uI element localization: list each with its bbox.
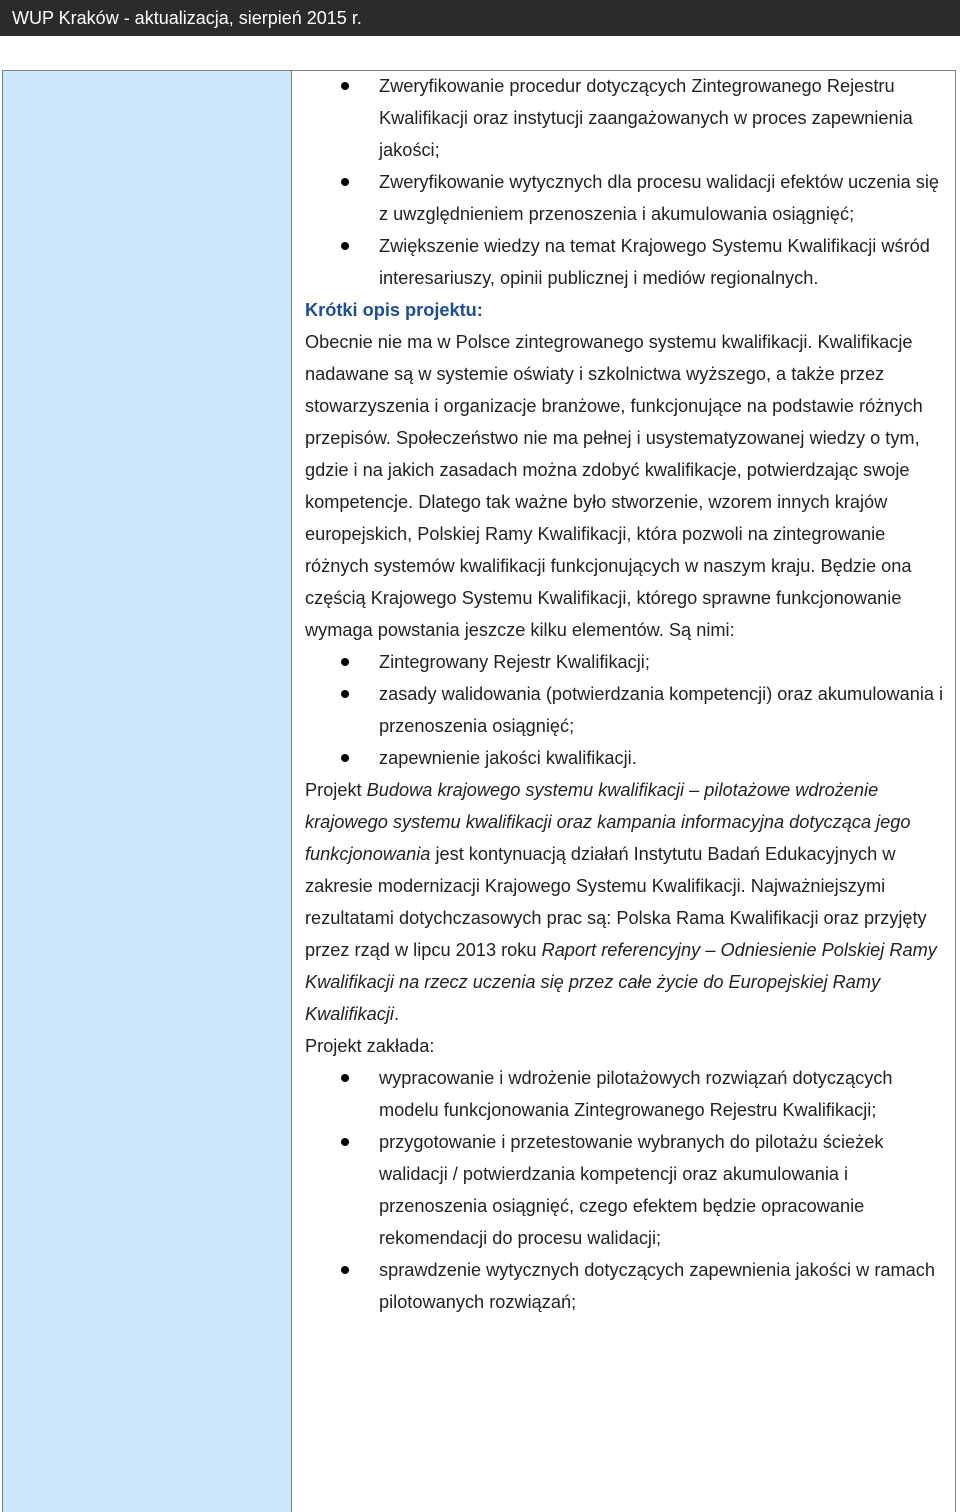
list-item: wypracowanie i wdrożenie pilotażowych rozwiązań dotyczących modelu funkcjonowania Zintegrowanego Rejestru Kwalifikacji; xyxy=(305,1062,945,1126)
list-item: sprawdzenie wytycznych dotyczących zapewnienia jakości w ramach pilotowanych rozwiązań; xyxy=(305,1254,945,1318)
bullet-icon xyxy=(341,754,349,762)
content-cell-text xyxy=(305,70,945,1318)
elements-list xyxy=(305,646,945,774)
list-item: zapewnienie jakości kwalifikacji. xyxy=(305,742,945,774)
project-paragraph: Projekt Budowa krajowego systemu kwalifikacji – pilotażowe wdrożenie krajowego systemu kwalifikacji oraz kampania informacyjna dotycząca jego funkcjonowania jest kontynuacją działań Instytutu Badań Edukacyjnych w zakresie modernizacji Krajowego Systemu Kwalifikacji. Najważniejszymi rezultatami dotychczasowych prac są: Polska Rama Kwalifikacji oraz przyjęty przez rząd w lipcu 2013 roku Raport referencyjny – Odniesienie Polskiej Ramy Kwalifikacji na rzecz uczenia się przez całe życie do Europejskiej Ramy Kwalifikacji. xyxy=(305,780,937,1024)
list-item: Zweryfikowanie procedur dotyczących Zintegrowanego Rejestru Kwalifikacji oraz instytucji zaangażowanych w proces zapewnienia jakości; xyxy=(305,70,945,166)
list-item: przygotowanie i przetestowanie wybranych do pilotażu ścieżek walidacji / potwierdzania kompetencji oraz akumulowania i przenoszenia osiągnięć, czego efektem będzie opracowanie rekomendacji do procesu walidacji; xyxy=(305,1126,945,1254)
table-label-cell xyxy=(2,70,292,1512)
document-header xyxy=(0,0,960,36)
header-title: WUP Kraków - aktualizacja, sierpień 2015 r. xyxy=(12,8,362,28)
assumes-label: Projekt zakłada: xyxy=(305,1036,435,1056)
list-item: zasady walidowania (potwierdzania kompetencji) oraz akumulowania i przenoszenia osiągnięć; xyxy=(305,678,945,742)
bullet-icon xyxy=(341,690,349,698)
project-title: Budowa krajowego systemu kwalifikacji – pilotażowe wdrożenie krajowego systemu kwalifikacji oraz kampania informacyjna dotycząca jego funkcjonowania xyxy=(305,780,911,864)
report-title: Raport referencyjny – Odniesienie Polskiej Ramy Kwalifikacji na rzecz uczenia się przez całe życie do Europejskiej Ramy Kwalifikacji xyxy=(305,940,937,1024)
bullet-icon xyxy=(341,242,349,250)
bullet-icon xyxy=(341,178,349,186)
bullet-icon xyxy=(341,1074,349,1082)
section-heading: Krótki opis projektu: xyxy=(305,300,483,320)
goals-list xyxy=(305,70,945,294)
bullet-icon xyxy=(341,658,349,666)
bullet-icon xyxy=(341,1266,349,1274)
bullet-icon xyxy=(341,1138,349,1146)
list-item: Zweryfikowanie wytycznych dla procesu walidacji efektów uczenia się z uwzględnieniem przenoszenia i akumulowania osiągnięć; xyxy=(305,166,945,230)
assumptions-list xyxy=(305,1062,945,1318)
list-item: Zwiększenie wiedzy na temat Krajowego Systemu Kwalifikacji wśród interesariuszy, opinii publicznej i mediów regionalnych. xyxy=(305,230,945,294)
list-item: Zintegrowany Rejestr Kwalifikacji; xyxy=(305,646,945,678)
bullet-icon xyxy=(341,82,349,90)
intro-paragraph: Obecnie nie ma w Polsce zintegrowanego systemu kwalifikacji. Kwalifikacje nadawane są w systemie oświaty i szkolnictwa wyższego, a także przez stowarzyszenia i organizacje branżowe, funkcjonujące na podstawie różnych przepisów. Społeczeństwo nie ma pełnej i usystematyzowanej wiedzy o tym, gdzie i na jakich zasadach można zdobyć kwalifikacje, potwierdzając swoje kompetencje. Dlatego tak ważne było stworzenie, wzorem innych krajów europejskich, Polskiej Ramy Kwalifikacji, która pozwoli na zintegrowanie różnych systemów kwalifikacji funkcjonujących w naszym kraju. Będzie ona częścią Krajowego Systemu Kwalifikacji, którego sprawne funkcjonowanie wymaga powstania jeszcze kilku elementów. Są nimi: xyxy=(305,332,923,640)
